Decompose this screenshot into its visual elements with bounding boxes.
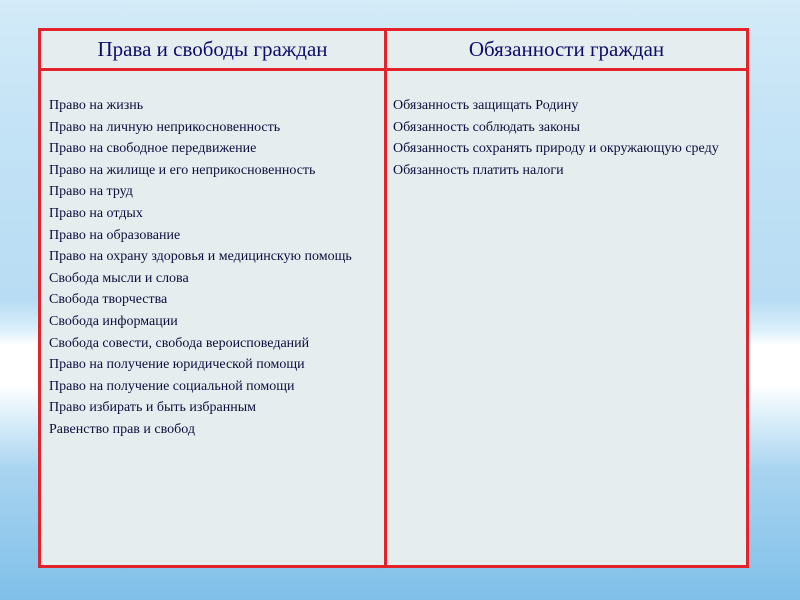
duties-list-item: Обязанность сохранять природу и окружающую среду [393,141,719,157]
rights-list-item: Право на охрану здоровья и медицинскую помощь [49,249,352,265]
header-duties: Обязанности граждан [468,37,665,61]
rights-list-item: Право на свободное передвижение [49,141,257,157]
header-rights: Права и свободы граждан [97,37,328,61]
rights-list-item: Свобода мысли и слова [49,270,189,286]
duties-list [393,95,743,181]
rights-list-item: Право избирать и быть избранным [49,400,256,416]
rights-duties-table [38,28,749,568]
rights-list-item: Свобода творчества [49,292,168,308]
duties-list-item: Обязанность защищать Родину [393,98,579,113]
rights-list-item: Право на жизнь [49,98,144,113]
rights-list-item: Право на труд [49,184,133,200]
rights-list-item: Право на жилище и его неприкосновенность [49,162,316,178]
rights-list [49,95,379,441]
rights-cell [49,95,379,441]
rights-list-item: Право на личную неприкосновенность [49,119,281,135]
rights-list-item: Право на образование [49,227,181,243]
duties-list-item: Обязанность соблюдать законы [393,119,581,135]
duties-list-item: Обязанность платить налоги [393,162,564,178]
table-header-row [41,31,746,71]
rights-list-item: Право на получение юридической помощи [49,357,305,373]
rights-list-item: Равенство прав и свобод [49,421,195,437]
rights-list-item: Право на отдых [49,205,143,221]
duties-cell [393,95,743,181]
rights-list-item: Право на получение социальной помощи [49,378,295,394]
rights-list-item: Свобода информации [49,313,178,329]
rights-list-item: Свобода совести, свобода вероисповеданий [49,335,310,351]
column-divider [384,31,387,565]
